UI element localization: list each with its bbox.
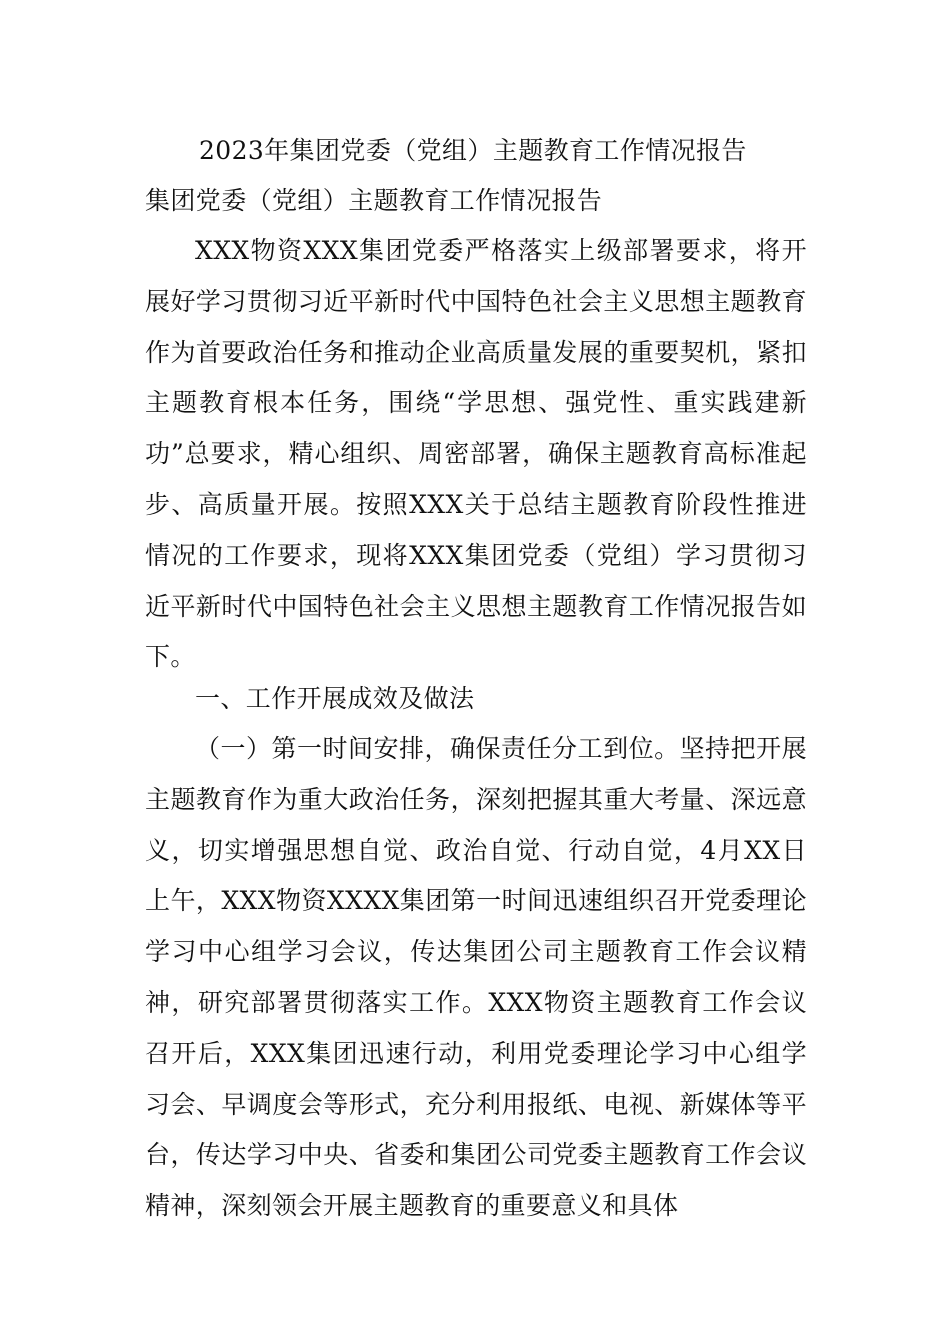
document-title: 2023年集团党委（党组）主题教育工作情况报告 [199, 136, 747, 165]
section-paragraph: （一）第一时间安排，确保责任分工到位。坚持把开展主题教育作为重大政治任务，深刻把握其重大考量、深远意义，切实增强思想自觉、政治自觉、行动自觉，4月XX日上午，XXX物资XXXX集团第一时间迅速组织召开党委理论学习中心组学习会议，传达集团公司主题教育工作会议精神，研究部署贯彻落实工作。XXX物资主题教育工作会议召开后，XXX集团迅速行动，利用党委理论学习中心组学习会、早调度会等形式，充分利用报纸、电视、新媒体等平台，传达学习中央、省委和集团公司党委主题教育工作会议精神，深刻领会开展主题教育的重要意义和具体 [145, 734, 807, 1221]
intro-paragraph: XXX物资XXX集团党委严格落实上级部署要求，将开展好学习贯彻习近平新时代中国特色社会主义思想主题教育作为首要政治任务和推动企业高质量发展的重要契机，紧扣主题教育根本任务，围绕“学思想、强党性、重实践建新功”总要求，精心组织、周密部署，确保主题教育高标准起步、高质量开展。按照XXX关于总结主题教育阶段性推进情况的工作要求，现将XXX集团党委（党组）学习贯彻习近平新时代中国特色社会主义思想主题教育工作情况报告如下。 [145, 236, 807, 672]
section-heading: 一、工作开展成效及做法 [195, 684, 475, 713]
document-subtitle: 集团党委（党组）主题教育工作情况报告 [145, 186, 603, 215]
